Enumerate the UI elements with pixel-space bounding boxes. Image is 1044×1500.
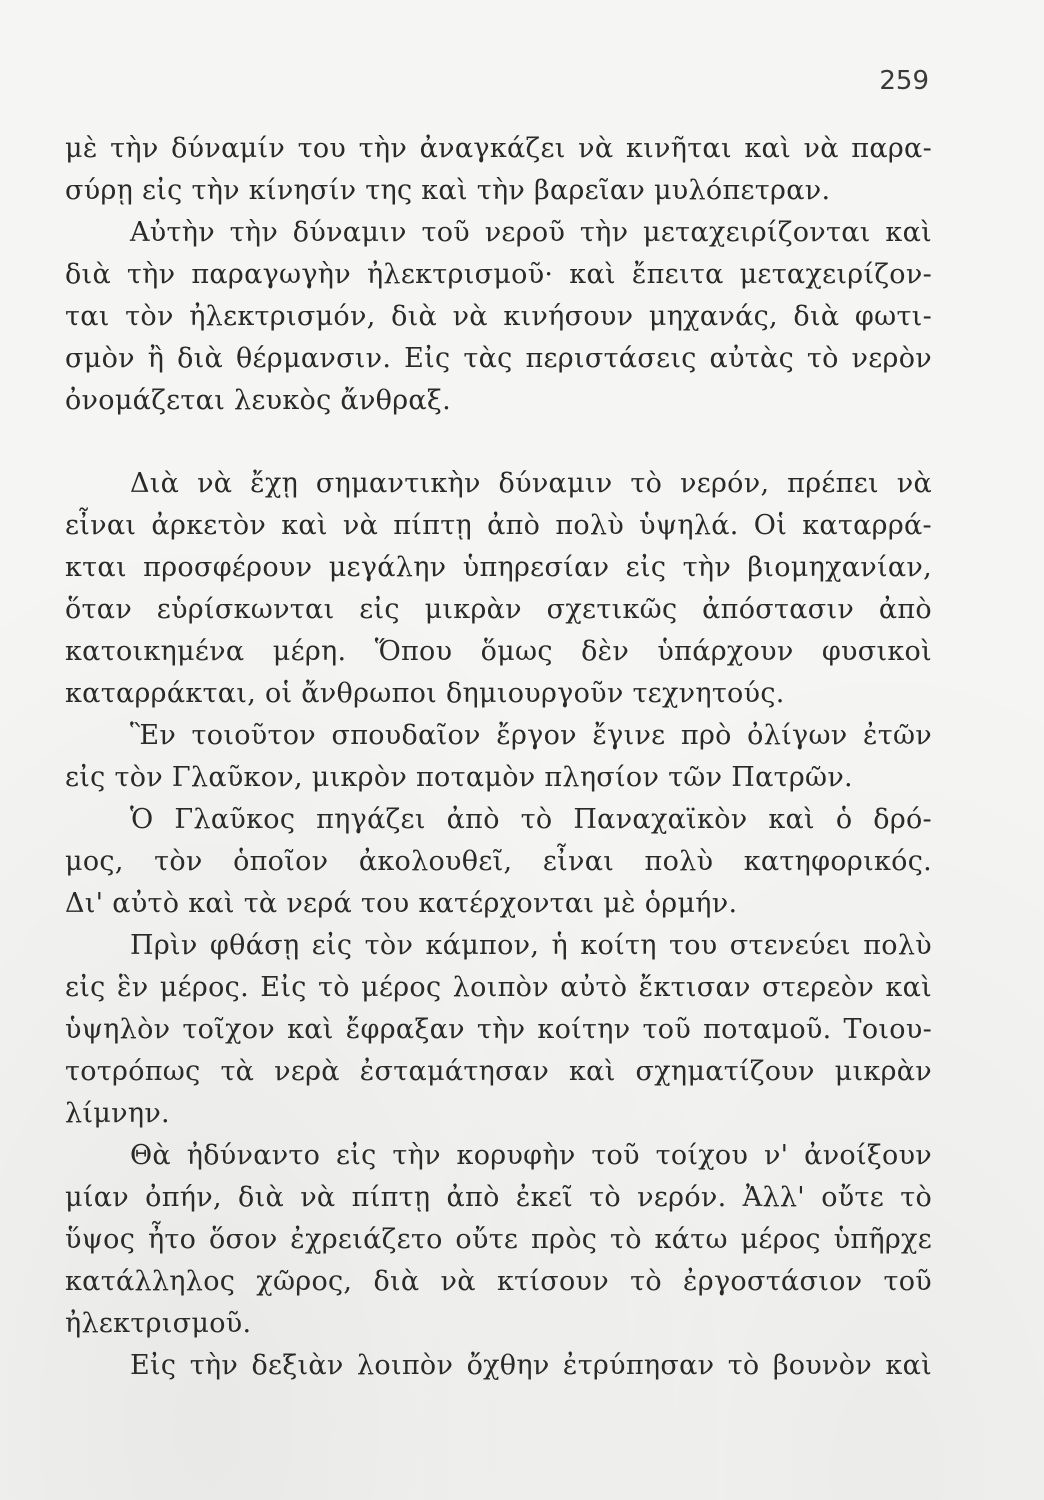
text-line: ὅταν εὑρίσκωνται εἰς μικρὰν σχετικῶς ἀπόστασιν ἀπὸ — [65, 594, 932, 625]
text-line: σύρῃ εἰς τὴν κίνησίν της καὶ τὴν βαρεῖαν μυλόπετραν. — [65, 175, 831, 206]
text-line: ὕψος ἦτο ὅσον ἐχρειάζετο οὔτε πρὸς τὸ κάτω μέρος ὑπῆρχε — [65, 1224, 932, 1255]
text-line: Αὐτὴν τὴν δύναμιν τοῦ νεροῦ τὴν μεταχειρίζονται καὶ — [130, 217, 932, 248]
text-line: Ἓν τοιοῦτον σπουδαῖον ἔργον ἔγινε πρὸ ὀλίγων ἐτῶν — [130, 720, 932, 751]
text-line: ται τὸν ἠλεκτρισμόν, διὰ νὰ κινήσουν μηχανάς, διὰ φωτι- — [65, 301, 932, 332]
text-line: μίαν ὀπήν, διὰ νὰ πίπτῃ ἀπὸ ἐκεῖ τὸ νερόν. Ἀλλ' οὔτε τὸ — [65, 1182, 932, 1213]
text-line: καταρράκται, οἱ ἄνθρωποι δημιουργοῦν τεχνητούς. — [65, 678, 785, 709]
text-line: σμὸν ἢ διὰ θέρμανσιν. Εἰς τὰς περιστάσεις αὐτὰς τὸ νερὸν — [65, 343, 932, 374]
text-line: τοτρόπως τὰ νερὰ ἐσταμάτησαν καὶ σχηματίζουν μικρὰν — [65, 1056, 932, 1087]
text-line: Δι' αὐτὸ καὶ τὰ νερά του κατέρχονται μὲ ὁρμήν. — [65, 888, 738, 919]
text-line: μὲ τὴν δύναμίν του τὴν ἀναγκάζει νὰ κινῆται καὶ νὰ παρα- — [65, 133, 932, 164]
text-line: Πρὶν φθάσῃ εἰς τὸν κάμπον, ἡ κοίτη του στενεύει πολὺ — [130, 930, 932, 961]
text-line: εἰς τὸν Γλαῦκον, μικρὸν ποταμὸν πλησίον τῶν Πατρῶν. — [65, 762, 853, 793]
text-line: εἶναι ἀρκετὸν καὶ νὰ πίπτῃ ἀπὸ πολὺ ὑψηλά. Οἱ καταρρά- — [65, 510, 932, 541]
text-line: Ὁ Γλαῦκος πηγάζει ἀπὸ τὸ Παναχαϊκὸν καὶ ὁ δρό- — [130, 804, 932, 835]
text-line: Εἰς τὴν δεξιὰν λοιπὸν ὄχθην ἐτρύπησαν τὸ βουνὸν καὶ — [130, 1350, 932, 1381]
text-line: ἠλεκτρισμοῦ. — [65, 1308, 252, 1339]
text-line: Διὰ νὰ ἔχῃ σημαντικὴν δύναμιν τὸ νερόν, πρέπει νὰ — [130, 468, 932, 499]
text-line: μος, τὸν ὁποῖον ἀκολουθεῖ, εἶναι πολὺ κατηφορικός. — [65, 846, 932, 877]
text-line: κατοικημένα μέρη. Ὅπου ὅμως δὲν ὑπάρχουν φυσικοὶ — [65, 636, 932, 667]
text-line: Θὰ ἠδύναντο εἰς τὴν κορυφὴν τοῦ τοίχου ν' ἀνοίξουν — [130, 1140, 932, 1171]
page-number: 259 — [879, 66, 929, 96]
text-line: ὑψηλὸν τοῖχον καὶ ἔφραξαν τὴν κοίτην τοῦ ποταμοῦ. Τοιου- — [65, 1014, 932, 1045]
text-line: λίμνην. — [65, 1098, 170, 1129]
text-line: κται προσφέρουν μεγάλην ὑπηρεσίαν εἰς τὴν βιομηχανίαν, — [65, 552, 932, 583]
text-line: διὰ τὴν παραγωγὴν ἠλεκτρισμοῦ· καὶ ἔπειτα μεταχειρίζον- — [65, 259, 932, 290]
text-line: εἰς ἓν μέρος. Εἰς τὸ μέρος λοιπὸν αὐτὸ ἔκτισαν στερεὸν καὶ — [65, 972, 932, 1003]
text-line: κατάλληλος χῶρος, διὰ νὰ κτίσουν τὸ ἐργοστάσιον τοῦ — [65, 1266, 932, 1297]
text-line: ὀνομάζεται λευκὸς ἄνθραξ. — [65, 385, 451, 416]
